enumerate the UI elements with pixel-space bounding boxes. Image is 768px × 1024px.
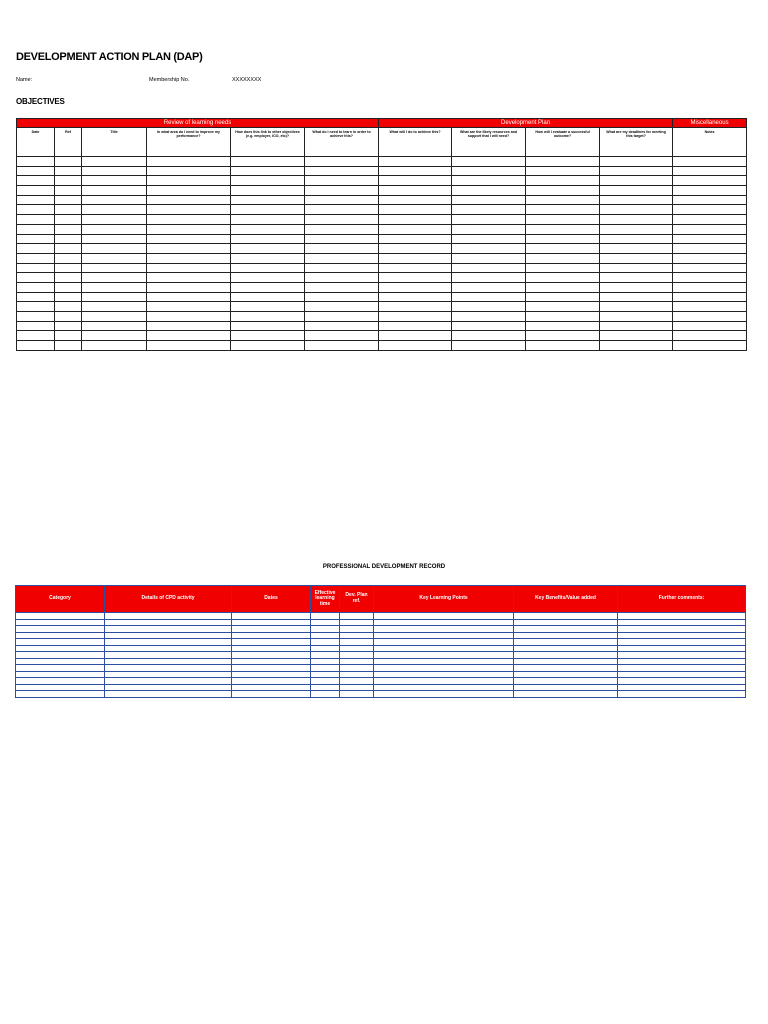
table-cell[interactable] (82, 302, 147, 312)
table-cell[interactable] (17, 176, 55, 186)
pdr-col-learning-time: Effective learning time (311, 586, 340, 613)
table-cell[interactable] (600, 224, 673, 234)
table-cell[interactable] (600, 195, 673, 205)
table-cell[interactable] (17, 341, 55, 351)
table-cell[interactable] (82, 273, 147, 283)
table-cell[interactable] (340, 691, 374, 698)
table-cell[interactable] (305, 312, 379, 322)
table-cell[interactable] (17, 292, 55, 302)
dap-table-row (17, 176, 747, 186)
table-cell[interactable] (305, 341, 379, 351)
name-label: Name: (16, 77, 33, 83)
table-cell[interactable] (55, 292, 82, 302)
dap-table-body (17, 157, 747, 351)
table-cell[interactable] (82, 312, 147, 322)
table-cell[interactable] (379, 263, 452, 273)
dap-table-row (17, 224, 747, 234)
dap-table-row (17, 292, 747, 302)
table-cell[interactable] (673, 282, 747, 292)
table-cell[interactable] (305, 331, 379, 341)
table-cell[interactable] (673, 195, 747, 205)
col-header-improve-area: In what area do I need to improve my performance? (147, 128, 231, 157)
table-cell[interactable] (526, 292, 600, 302)
group-miscellaneous: Miscellaneous (673, 119, 747, 128)
table-cell[interactable] (55, 234, 82, 244)
table-cell[interactable] (17, 224, 55, 234)
table-cell[interactable] (55, 263, 82, 273)
table-cell[interactable] (526, 215, 600, 225)
table-cell[interactable] (526, 321, 600, 331)
dap-table-row (17, 166, 747, 176)
table-cell[interactable] (379, 321, 452, 331)
col-header-evaluation: How will I evaluate a successful outcome? (526, 128, 600, 157)
table-cell[interactable] (55, 244, 82, 254)
table-cell[interactable] (673, 205, 747, 215)
table-cell[interactable] (673, 253, 747, 263)
table-cell[interactable] (379, 292, 452, 302)
table-cell[interactable] (55, 331, 82, 341)
pdr-col-dev-plan-ref: Dev. Plan ref. (340, 586, 374, 613)
table-cell[interactable] (379, 331, 452, 341)
table-cell[interactable] (379, 176, 452, 186)
table-cell[interactable] (526, 302, 600, 312)
table-cell[interactable] (379, 302, 452, 312)
table-cell[interactable] (526, 186, 600, 196)
table-cell[interactable] (55, 157, 82, 167)
table-cell[interactable] (16, 691, 105, 698)
table-cell[interactable] (526, 331, 600, 341)
table-cell[interactable] (82, 292, 147, 302)
table-cell[interactable] (600, 263, 673, 273)
table-cell[interactable] (452, 312, 526, 322)
table-cell[interactable] (147, 157, 231, 167)
table-cell[interactable] (105, 691, 232, 698)
table-cell[interactable] (231, 282, 305, 292)
table-cell[interactable] (55, 166, 82, 176)
table-cell[interactable] (82, 205, 147, 215)
table-cell[interactable] (452, 215, 526, 225)
table-cell[interactable] (147, 253, 231, 263)
objectives-heading: OBJECTIVES (16, 97, 65, 106)
development-action-plan-table (16, 118, 747, 351)
table-cell[interactable] (526, 312, 600, 322)
table-cell[interactable] (147, 224, 231, 234)
dap-table-row (17, 234, 747, 244)
table-cell[interactable] (526, 166, 600, 176)
pdr-col-key-benefits: Key Benefits/Value added (514, 586, 618, 613)
pdr-col-category: Category (16, 586, 105, 613)
table-cell[interactable] (17, 244, 55, 254)
table-cell[interactable] (17, 321, 55, 331)
table-cell[interactable] (82, 331, 147, 341)
table-cell[interactable] (147, 244, 231, 254)
table-cell[interactable] (82, 166, 147, 176)
table-cell[interactable] (452, 302, 526, 312)
table-cell[interactable] (231, 341, 305, 351)
col-header-link-objectives: How does this link to other objectives (e.g. employer, ICO, etc)? (231, 128, 305, 157)
table-cell[interactable] (379, 205, 452, 215)
table-cell[interactable] (452, 195, 526, 205)
table-cell[interactable] (600, 341, 673, 351)
table-cell[interactable] (82, 186, 147, 196)
table-cell[interactable] (17, 253, 55, 263)
table-cell[interactable] (600, 302, 673, 312)
table-cell[interactable] (452, 157, 526, 167)
professional-development-record-table (15, 585, 746, 698)
table-cell[interactable] (305, 176, 379, 186)
table-cell[interactable] (600, 282, 673, 292)
table-cell[interactable] (17, 215, 55, 225)
table-cell[interactable] (231, 205, 305, 215)
dap-table-row (17, 215, 747, 225)
table-cell[interactable] (147, 321, 231, 331)
table-cell[interactable] (673, 273, 747, 283)
dap-table-row (17, 273, 747, 283)
table-cell[interactable] (305, 166, 379, 176)
table-cell[interactable] (55, 282, 82, 292)
table-cell[interactable] (379, 282, 452, 292)
table-cell[interactable] (147, 176, 231, 186)
dap-table-row (17, 186, 747, 196)
table-cell[interactable] (305, 195, 379, 205)
table-cell[interactable] (452, 205, 526, 215)
table-cell[interactable] (231, 157, 305, 167)
table-cell[interactable] (305, 253, 379, 263)
table-cell[interactable] (17, 186, 55, 196)
table-cell[interactable] (82, 234, 147, 244)
pdr-col-dates: Dates (232, 586, 311, 613)
table-cell[interactable] (17, 302, 55, 312)
table-cell[interactable] (526, 176, 600, 186)
table-cell[interactable] (147, 186, 231, 196)
table-cell[interactable] (600, 312, 673, 322)
table-cell[interactable] (526, 157, 600, 167)
table-cell[interactable] (55, 312, 82, 322)
table-cell[interactable] (55, 205, 82, 215)
table-cell[interactable] (147, 234, 231, 244)
table-cell[interactable] (673, 186, 747, 196)
table-cell[interactable] (305, 273, 379, 283)
table-cell[interactable] (452, 331, 526, 341)
pdr-table-row (16, 691, 746, 698)
table-cell[interactable] (55, 321, 82, 331)
table-cell[interactable] (55, 253, 82, 263)
table-cell[interactable] (673, 244, 747, 254)
table-cell[interactable] (379, 312, 452, 322)
table-cell[interactable] (147, 302, 231, 312)
table-cell[interactable] (374, 691, 514, 698)
table-cell[interactable] (600, 176, 673, 186)
table-cell[interactable] (673, 224, 747, 234)
table-cell[interactable] (526, 244, 600, 254)
dap-table-row (17, 282, 747, 292)
table-cell[interactable] (17, 331, 55, 341)
table-cell[interactable] (452, 244, 526, 254)
table-cell[interactable] (147, 341, 231, 351)
pdr-col-details: Details of CPD activity (105, 586, 232, 613)
dap-table-row (17, 341, 747, 351)
table-cell[interactable] (55, 273, 82, 283)
table-cell[interactable] (452, 341, 526, 351)
table-cell[interactable] (231, 224, 305, 234)
table-cell[interactable] (147, 312, 231, 322)
table-cell[interactable] (305, 205, 379, 215)
table-cell[interactable] (673, 263, 747, 273)
table-cell[interactable] (17, 312, 55, 322)
table-cell[interactable] (379, 244, 452, 254)
table-cell[interactable] (82, 321, 147, 331)
table-cell[interactable] (231, 273, 305, 283)
table-cell[interactable] (305, 244, 379, 254)
table-cell[interactable] (673, 302, 747, 312)
table-cell[interactable] (379, 224, 452, 234)
table-cell[interactable] (526, 273, 600, 283)
table-cell[interactable] (82, 263, 147, 273)
table-cell[interactable] (600, 292, 673, 302)
table-cell[interactable] (231, 195, 305, 205)
table-cell[interactable] (600, 273, 673, 283)
table-cell[interactable] (305, 157, 379, 167)
table-cell[interactable] (231, 176, 305, 186)
membership-value[interactable]: XXXXXXXX (232, 77, 262, 83)
table-cell[interactable] (379, 186, 452, 196)
table-cell[interactable] (55, 302, 82, 312)
table-cell[interactable] (17, 166, 55, 176)
table-cell[interactable] (600, 157, 673, 167)
table-cell[interactable] (379, 253, 452, 263)
table-cell[interactable] (673, 321, 747, 331)
table-cell[interactable] (231, 263, 305, 273)
col-header-resources: What are the likely resources and support that I will need? (452, 128, 526, 157)
table-cell[interactable] (147, 282, 231, 292)
table-cell[interactable] (379, 341, 452, 351)
table-cell[interactable] (82, 253, 147, 263)
table-cell[interactable] (82, 224, 147, 234)
table-cell[interactable] (305, 292, 379, 302)
table-cell[interactable] (147, 331, 231, 341)
table-cell[interactable] (452, 186, 526, 196)
dap-table-row (17, 312, 747, 322)
table-cell[interactable] (82, 157, 147, 167)
table-cell[interactable] (452, 224, 526, 234)
table-cell[interactable] (673, 341, 747, 351)
table-cell[interactable] (231, 312, 305, 322)
table-cell[interactable] (452, 292, 526, 302)
table-cell[interactable] (526, 224, 600, 234)
table-cell[interactable] (452, 176, 526, 186)
table-cell[interactable] (17, 157, 55, 167)
col-header-ref: Ref (55, 128, 82, 157)
pdr-table-body (16, 613, 746, 698)
table-cell[interactable] (55, 224, 82, 234)
pdr-title: PROFESSIONAL DEVELOPMENT RECORD (322, 564, 446, 570)
table-cell[interactable] (379, 234, 452, 244)
table-cell[interactable] (305, 215, 379, 225)
table-cell[interactable] (514, 691, 618, 698)
dap-table-row (17, 195, 747, 205)
table-cell[interactable] (452, 234, 526, 244)
table-cell[interactable] (600, 205, 673, 215)
table-cell[interactable] (526, 195, 600, 205)
table-cell[interactable] (231, 234, 305, 244)
table-cell[interactable] (82, 195, 147, 205)
dap-table-row (17, 253, 747, 263)
table-cell[interactable] (147, 215, 231, 225)
table-cell[interactable] (55, 215, 82, 225)
table-cell[interactable] (600, 166, 673, 176)
table-cell[interactable] (55, 341, 82, 351)
table-cell[interactable] (82, 341, 147, 351)
table-cell[interactable] (231, 166, 305, 176)
table-cell[interactable] (452, 253, 526, 263)
table-cell[interactable] (147, 273, 231, 283)
table-cell[interactable] (231, 292, 305, 302)
dap-table-row (17, 244, 747, 254)
table-cell[interactable] (600, 253, 673, 263)
table-cell[interactable] (82, 244, 147, 254)
col-header-notes: Notes (673, 128, 747, 157)
pdr-col-further-comments: Further comments: (618, 586, 746, 613)
table-cell[interactable] (673, 292, 747, 302)
table-cell[interactable] (526, 234, 600, 244)
table-cell[interactable] (147, 292, 231, 302)
table-cell[interactable] (305, 234, 379, 244)
table-cell[interactable] (82, 176, 147, 186)
col-header-deadlines: What are my deadlines for meeting this target? (600, 128, 673, 157)
table-cell[interactable] (17, 205, 55, 215)
group-review-learning-needs: Review of learning needs (17, 119, 379, 128)
table-cell[interactable] (147, 263, 231, 273)
table-cell[interactable] (311, 691, 340, 698)
table-cell[interactable] (231, 331, 305, 341)
table-cell[interactable] (305, 186, 379, 196)
table-cell[interactable] (82, 282, 147, 292)
table-cell[interactable] (600, 215, 673, 225)
table-cell[interactable] (600, 321, 673, 331)
table-cell[interactable] (305, 282, 379, 292)
table-cell[interactable] (17, 282, 55, 292)
table-cell[interactable] (618, 691, 746, 698)
table-cell[interactable] (452, 166, 526, 176)
dap-table-row (17, 205, 747, 215)
table-cell[interactable] (673, 312, 747, 322)
table-cell[interactable] (17, 263, 55, 273)
page-title: DEVELOPMENT ACTION PLAN (DAP) (16, 51, 203, 63)
table-cell[interactable] (673, 331, 747, 341)
table-cell[interactable] (17, 195, 55, 205)
table-cell[interactable] (452, 282, 526, 292)
table-cell[interactable] (17, 273, 55, 283)
pdr-col-key-learning: Key Learning Points (374, 586, 514, 613)
table-cell[interactable] (147, 195, 231, 205)
table-cell[interactable] (526, 282, 600, 292)
membership-label: Membership No. (149, 77, 190, 83)
table-cell[interactable] (55, 186, 82, 196)
table-cell[interactable] (17, 234, 55, 244)
table-cell[interactable] (600, 244, 673, 254)
table-cell[interactable] (231, 321, 305, 331)
table-cell[interactable] (673, 176, 747, 186)
table-cell[interactable] (231, 302, 305, 312)
table-cell[interactable] (232, 691, 311, 698)
table-cell[interactable] (673, 234, 747, 244)
table-cell[interactable] (82, 215, 147, 225)
col-header-actions: What will I do to achieve this? (379, 128, 452, 157)
table-cell[interactable] (600, 234, 673, 244)
table-cell[interactable] (600, 331, 673, 341)
dap-table-row (17, 263, 747, 273)
table-cell[interactable] (147, 205, 231, 215)
table-cell[interactable] (379, 166, 452, 176)
dap-table-row (17, 331, 747, 341)
group-development-plan: Development Plan (379, 119, 673, 128)
table-cell[interactable] (305, 263, 379, 273)
table-cell[interactable] (379, 273, 452, 283)
table-cell[interactable] (526, 263, 600, 273)
table-cell[interactable] (673, 215, 747, 225)
table-cell[interactable] (673, 157, 747, 167)
table-cell[interactable] (379, 157, 452, 167)
dap-table-row (17, 157, 747, 167)
table-cell[interactable] (305, 321, 379, 331)
col-header-title: Title (82, 128, 147, 157)
col-header-date: Date (17, 128, 55, 157)
table-cell[interactable] (379, 215, 452, 225)
col-header-learn-needs: What do I need to learn in order to achieve this? (305, 128, 379, 157)
table-cell[interactable] (526, 205, 600, 215)
table-cell[interactable] (452, 321, 526, 331)
table-cell[interactable] (231, 244, 305, 254)
table-cell[interactable] (231, 253, 305, 263)
table-cell[interactable] (452, 263, 526, 273)
dap-table-row (17, 321, 747, 331)
table-cell[interactable] (526, 341, 600, 351)
table-cell[interactable] (673, 166, 747, 176)
table-cell[interactable] (231, 215, 305, 225)
table-cell[interactable] (452, 273, 526, 283)
table-cell[interactable] (305, 224, 379, 234)
table-cell[interactable] (600, 186, 673, 196)
table-cell[interactable] (379, 195, 452, 205)
table-cell[interactable] (55, 176, 82, 186)
table-cell[interactable] (55, 195, 82, 205)
table-cell[interactable] (231, 186, 305, 196)
table-cell[interactable] (526, 253, 600, 263)
table-cell[interactable] (147, 166, 231, 176)
dap-table-row (17, 302, 747, 312)
table-cell[interactable] (305, 302, 379, 312)
